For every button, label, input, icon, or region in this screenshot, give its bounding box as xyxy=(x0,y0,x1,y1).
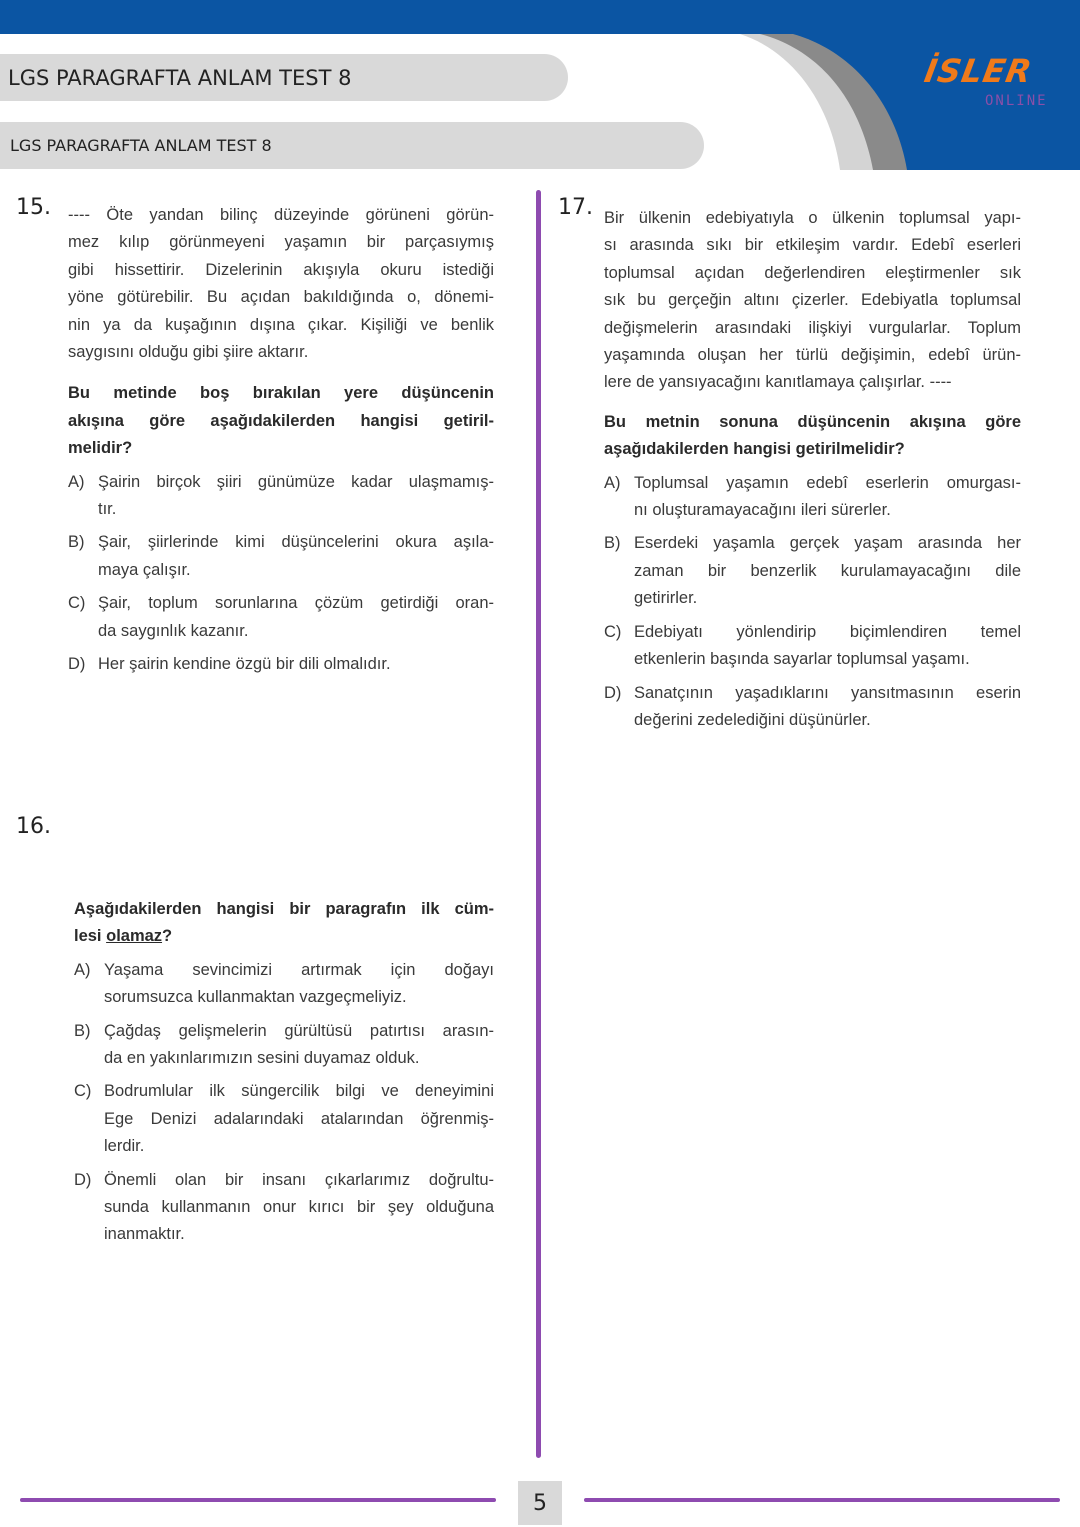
question-16-number: 16. xyxy=(16,814,51,839)
footer-line-right xyxy=(584,1498,1060,1502)
question-line xyxy=(74,923,494,950)
option-text-line: Toplumsal yaşamın edebî eserlerin omurgası- xyxy=(634,473,1021,492)
option-label: D) xyxy=(604,683,622,702)
option-text-line: Ege Denizi adalarındaki atalarından öğrenmiş- xyxy=(104,1109,494,1128)
option-text-line: tır. xyxy=(98,500,117,519)
option-text-line: etkenlerin başında sayarlar toplumsal yaşamı. xyxy=(634,650,970,669)
question-17-stem xyxy=(604,409,1021,464)
passage-line: değişmelerin arasındaki ilişkiyi vurgularlar. Toplum xyxy=(604,318,1021,337)
option-text-line: Yaşama sevincimizi artırmak için doğayı xyxy=(104,960,494,979)
option-label: B) xyxy=(604,534,621,553)
question-15-passage xyxy=(68,202,494,366)
option-text-line: Şair, toplum sorunlarına çözüm getirdiği oran- xyxy=(98,594,494,613)
question-16 xyxy=(74,896,494,1249)
question-line: akışına göre aşağıdakilerden hangisi getiril- xyxy=(68,411,494,430)
passage-line: ---- Öte yandan bilinç düzeyinde görüneni görün- xyxy=(68,206,494,224)
footer-line-left xyxy=(20,1498,496,1502)
question-15-stem xyxy=(68,380,494,462)
option-label: B) xyxy=(74,1021,91,1040)
option-text-line: Önemli olan bir insanı çıkarlarımız doğrultu- xyxy=(104,1170,494,1189)
answer-option-d xyxy=(604,680,1021,735)
passage-line: sı arasında sıkı bir etkileşim vardır. Edebî eserleri xyxy=(604,236,1021,255)
option-label: C) xyxy=(74,1082,92,1101)
question-16-stem xyxy=(74,896,494,951)
option-text-line: Şair, şiirlerinde kimi düşüncelerini okura aşıla- xyxy=(98,533,494,552)
passage-line: saygısını olduğu gibi şiire aktarır. xyxy=(68,343,309,362)
passage-line: Bir ülkenin edebiyatıyla o ülkenin toplumsal yapı- xyxy=(604,209,1021,227)
answer-option-b xyxy=(74,1018,494,1073)
column-divider xyxy=(536,190,541,1458)
option-text-line: nı oluşturamayacağını ileri sürerler. xyxy=(634,501,891,520)
option-text-line: da en yakınlarımızın sesini duyamaz olduk. xyxy=(104,1049,420,1068)
option-text-line: değerini zedelediğini düşünürler. xyxy=(634,710,871,729)
answer-option-d xyxy=(74,1167,494,1249)
passage-line: toplumsal açıdan değerlendiren eleştirmenler sık xyxy=(604,263,1021,282)
option-text-line: Bodrumlular ilk süngercilik bilgi ve deneyimini xyxy=(104,1082,494,1101)
answer-option-a xyxy=(74,957,494,1012)
passage-line: lere de yansıyacağını kanıtlamaya çalışırlar. ---- xyxy=(604,373,952,392)
option-label: B) xyxy=(68,533,85,552)
logo-main-text: İSLER xyxy=(921,52,1036,90)
answer-option-a xyxy=(604,470,1021,525)
question-line: Bu metnin sonuna düşüncenin akışına göre xyxy=(604,412,1021,431)
option-text-line: lerdir. xyxy=(104,1137,145,1156)
passage-line: yöne götürebilir. Bu açıdan bakıldığında o, dönemi- xyxy=(68,288,494,307)
option-text-line: da saygınlık kazanır. xyxy=(98,621,249,640)
option-text-line: Çağdaş gelişmelerin gürültüsü patırtısı arasın- xyxy=(104,1021,494,1040)
question-15-number: 15. xyxy=(16,195,51,220)
test-subtitle-banner: LGS PARAGRAFTA ANLAM TEST 8 xyxy=(0,122,704,169)
option-text-line: maya çalışır. xyxy=(98,560,191,579)
question-17-passage xyxy=(604,205,1021,397)
test-title-banner: LGS PARAGRAFTA ANLAM TEST 8 xyxy=(0,54,568,101)
passage-line: nin ya da kuşağının dışına çıkar. Kişiliği ve benlik xyxy=(68,315,494,334)
passage-line: yaşamında oluşan her türlü değişimin, edebî ürün- xyxy=(604,346,1021,365)
question-line: Aşağıdakilerden hangisi bir paragrafın ilk cüm- xyxy=(74,900,494,918)
option-text-line: sunda kullanmanın onur kırıcı bir şey olduğuna xyxy=(104,1198,494,1217)
passage-line: mez kılıp görünmeyeni yaşamın bir parçasıymış xyxy=(68,233,494,252)
option-label: A) xyxy=(604,473,621,492)
option-label: A) xyxy=(74,960,91,979)
answer-option-c xyxy=(68,590,494,645)
page-number: 5 xyxy=(518,1481,562,1525)
question-text: lesi xyxy=(74,927,107,946)
option-text-line: Eserdeki yaşamla gerçek yaşam arasında her xyxy=(634,534,1021,553)
option-text-line: Edebiyatı yönlendirip biçimlendiren temel xyxy=(634,622,1021,641)
question-line: Bu metinde boş bırakılan yere düşüncenin xyxy=(68,384,494,403)
question-line: aşağıdakilerden hangisi getirilmelidir? xyxy=(604,440,905,459)
question-15 xyxy=(68,202,494,679)
question-text: ? xyxy=(162,927,173,946)
option-label: D) xyxy=(68,655,86,674)
answer-option-b xyxy=(68,529,494,584)
option-text-line: Sanatçının yaşadıklarını yansıtmasının eserin xyxy=(634,683,1021,702)
option-text-line: sorumsuzca kullanmaktan vazgeçmeliyiz. xyxy=(104,988,407,1007)
option-text-line: getirirler. xyxy=(634,589,698,608)
option-label: D) xyxy=(74,1170,92,1189)
answer-option-a xyxy=(68,469,494,524)
answer-option-d xyxy=(68,651,494,678)
option-text-line: Şairin birçok şiiri günümüze kadar ulaşmamış- xyxy=(98,472,494,491)
option-text-line: inanmaktır. xyxy=(104,1225,185,1244)
option-text-line: zaman bir benzerlik kurulamayacağını dile xyxy=(634,561,1021,580)
answer-option-c xyxy=(74,1078,494,1160)
question-emphasis: olamaz xyxy=(106,927,163,946)
question-17-number: 17. xyxy=(558,195,593,220)
logo-sub-text: ONLINE xyxy=(985,93,1048,109)
passage-line: gibi hissettirir. Dizelerinin akışıyla okuru istediği xyxy=(68,260,494,279)
option-label: A) xyxy=(68,472,85,491)
answer-option-c xyxy=(604,619,1021,674)
option-label: C) xyxy=(68,594,86,613)
passage-line: sık bu gerçeğin altını çizerler. Edebiyatla toplumsal xyxy=(604,291,1021,310)
option-text-line: Her şairin kendine özgü bir dili olmalıdır. xyxy=(98,655,391,674)
answer-option-b xyxy=(604,530,1021,612)
question-line: melidir? xyxy=(68,439,133,458)
option-label: C) xyxy=(604,622,622,641)
question-17 xyxy=(604,205,1021,734)
isler-online-logo xyxy=(921,52,1075,110)
